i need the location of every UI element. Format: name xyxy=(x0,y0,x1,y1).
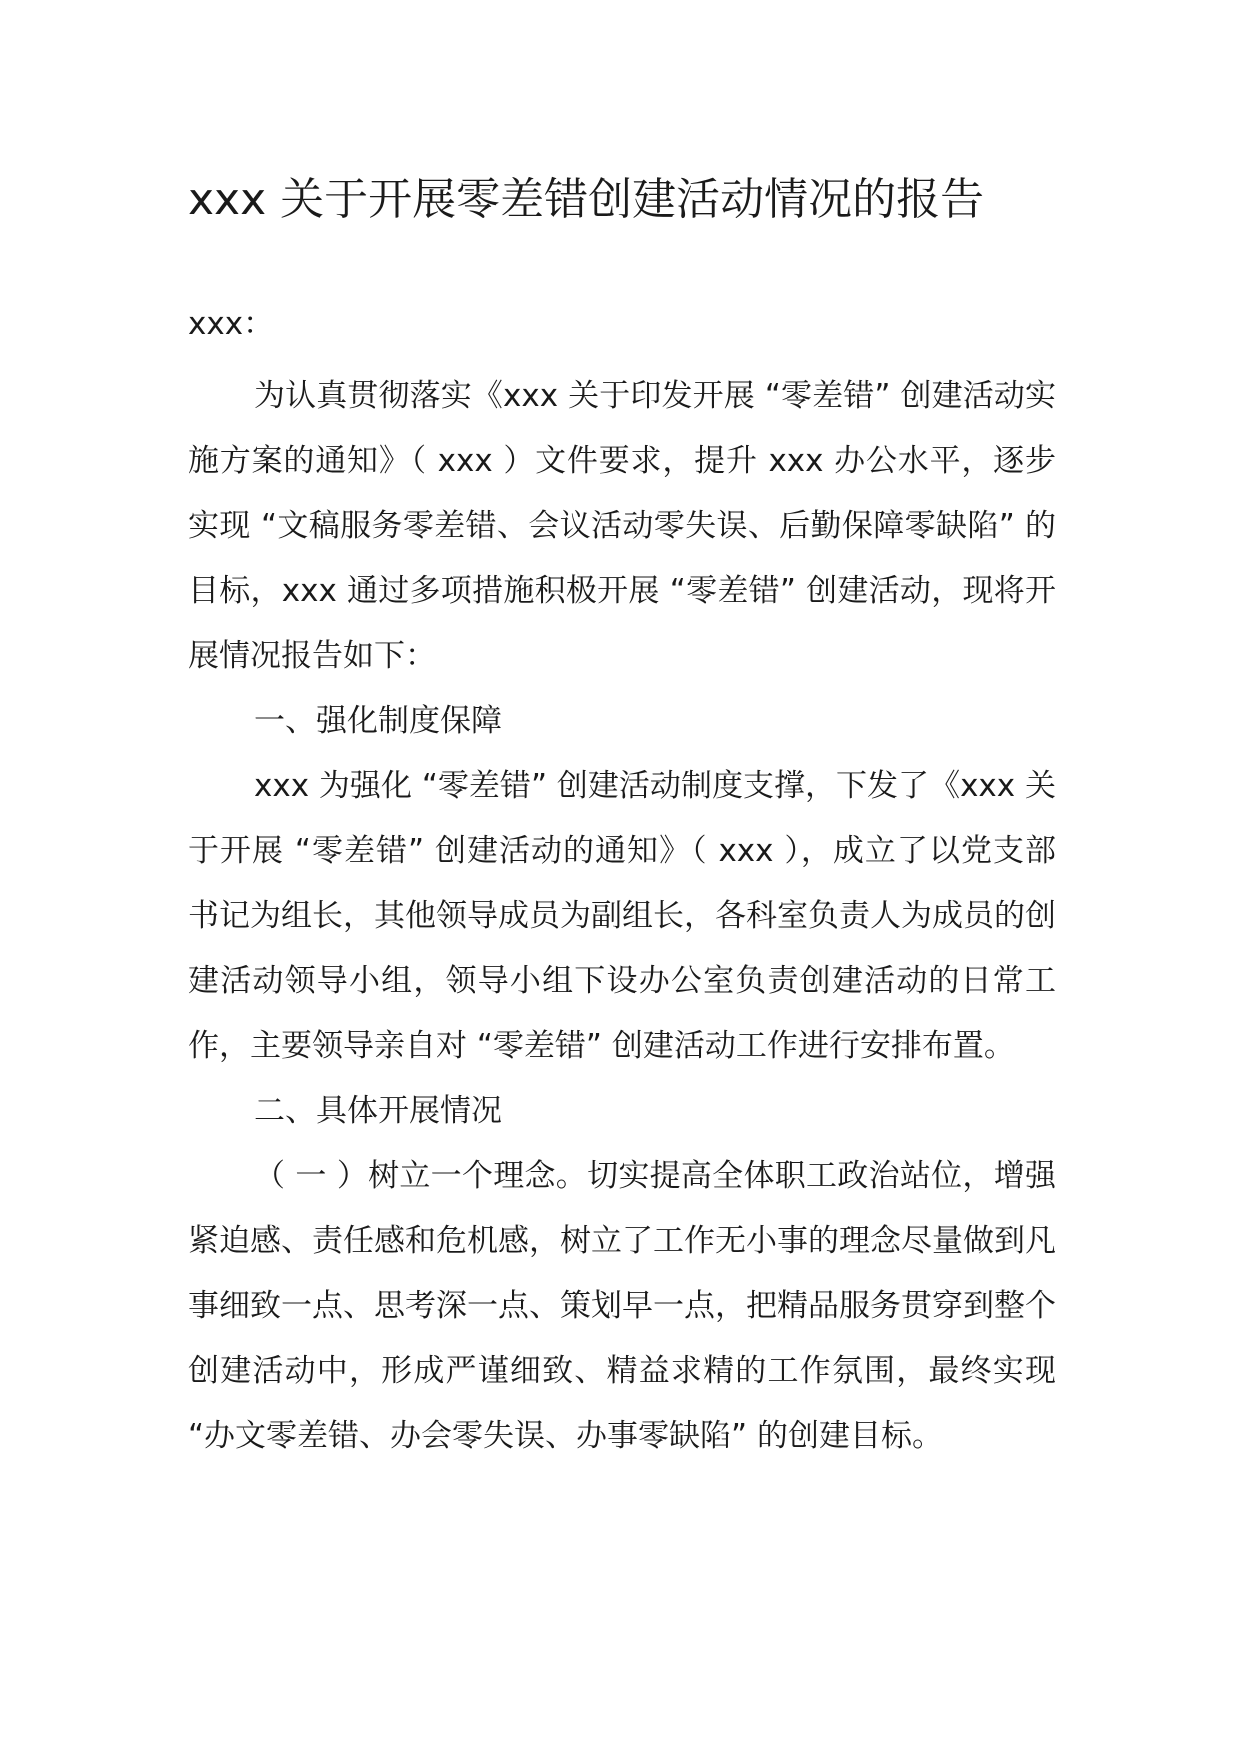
section-heading-1: 一、强化制度保障 xyxy=(254,703,502,739)
document-body xyxy=(188,364,1056,1469)
paragraph-intro: 为认真贯彻落实《xxx 关于印发开展 “零差错” 创建活动实施方案的通知》（ xxx ）文件要求，提升 xxx 办公水平，逐步实现 “文稿服务零差错、会议活动零失误、后勤保障零缺陷” 的目标，xxx 通过多项措施积极开展 “零差错” 创建活动，现将开展情况报告如下： xyxy=(188,378,1056,674)
document-title: xxx 关于开展零差错创建活动情况的报告 xyxy=(188,174,985,225)
document-page xyxy=(188,0,1056,1754)
paragraph-system-guarantee: xxx 为强化 “零差错” 创建活动制度支撑，下发了《xxx 关于开展 “零差错” 创建活动的通知》（ xxx ），成立了以党支部书记为组长，其他领导成员为副组长，各科室负责人为成员的创建活动领导小组，领导小组下设办公室负责创建活动的日常工作，主要领导亲自对 “零差错” 创建活动工作进行安排布置。 xyxy=(188,768,1056,1064)
paragraph-concept: （ 一 ）树立一个理念。切实提高全体职工政治站位，增强紧迫感、责任感和危机感，树立了工作无小事的理念尽量做到凡事细致一点、思考深一点、策划早一点，把精品服务贯穿到整个创建活动中，形成严谨细致、精益求精的工作氛围，最终实现 “办文零差错、办会零失误、办事零缺陷” 的创建目标。 xyxy=(188,1158,1056,1454)
salutation: xxx： xyxy=(188,306,275,342)
section-heading-2: 二、具体开展情况 xyxy=(254,1093,502,1129)
